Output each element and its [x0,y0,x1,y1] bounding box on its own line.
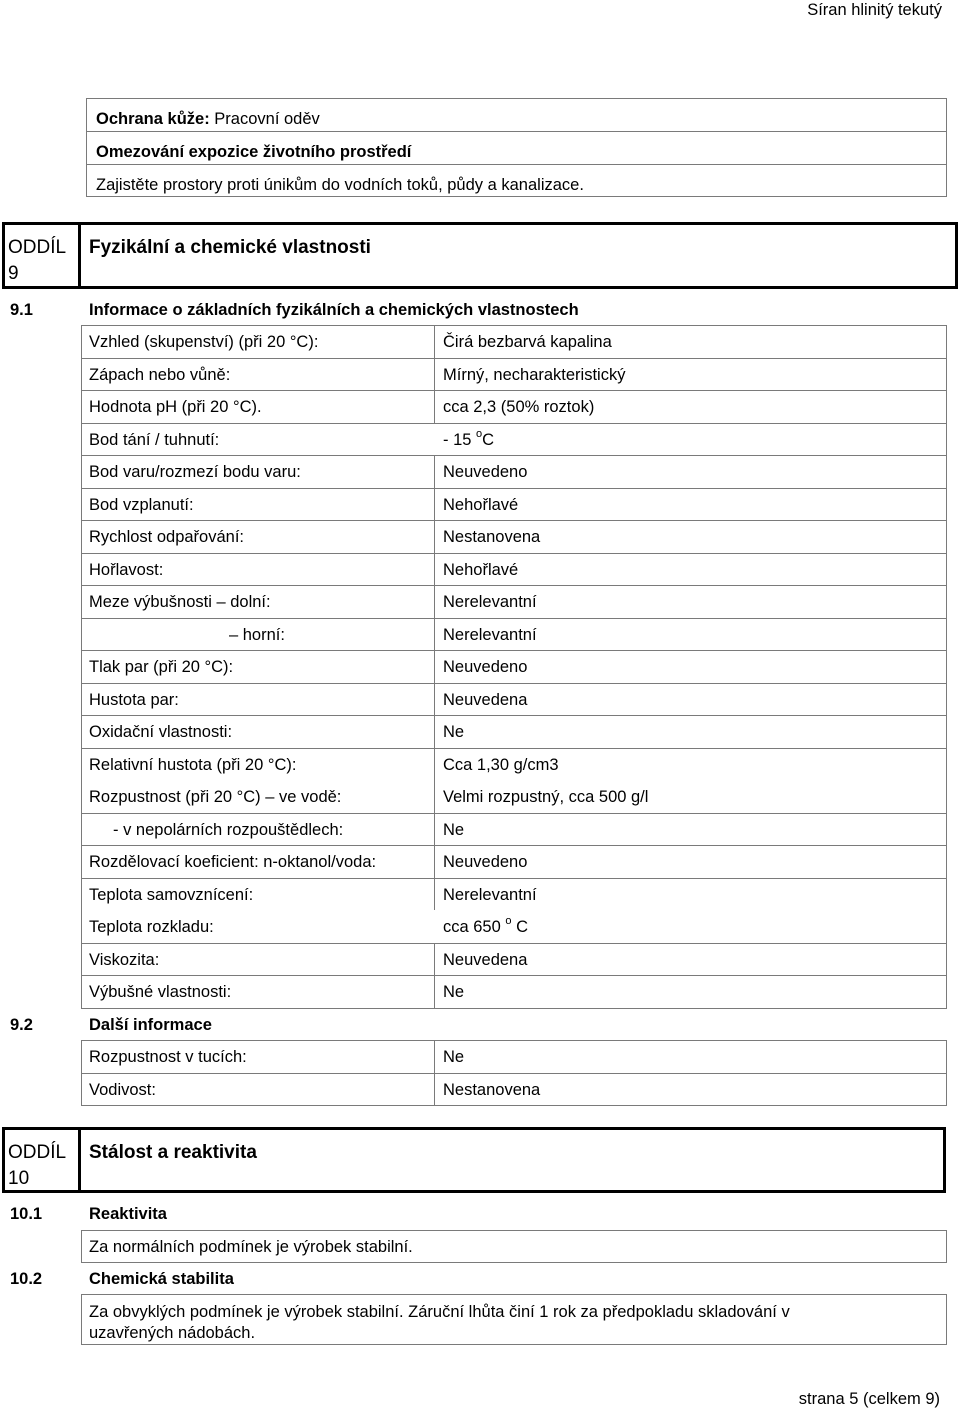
property-value: Neuvedeno [443,658,528,676]
subsection-9-1-title: Informace o základních fyzikálních a chemických vlastnostech [89,301,579,319]
property-value [443,915,528,936]
subsection-9-1-number: 9.1 [10,301,33,319]
property-name: Vzhled (skupenství) (při 20 °C): [89,333,319,351]
property-name: Tlak par (při 20 °C): [89,658,234,676]
property-name: Hořlavost: [89,561,164,579]
subsection-9-2-title: Další informace [89,1016,212,1034]
section-10-label-line2: 10 [8,1168,30,1189]
property-value: Ne [443,723,465,741]
subsection-10-1-number: 10.1 [10,1205,43,1223]
property-value: Nestanovena [443,1081,541,1099]
property-name: Viskozita: [89,951,160,969]
decomposition-temp-unit: C [511,918,528,936]
property-value: Nestanovena [443,528,541,546]
property-name: – horní: [229,626,285,644]
degree-symbol: o [505,915,512,927]
property-name: Rozdělovací koeficient: n-oktanol/voda: [89,853,377,871]
property-value: Velmi rozpustný, cca 500 g/l [443,788,649,806]
property-value: Neuvedena [443,951,528,969]
property-value [443,428,495,449]
property-name: Bod vzplanutí: [89,496,194,514]
property-value: Neuvedeno [443,853,528,871]
section-10-label-line1: ODDÍL [8,1142,67,1163]
page-number: strana 5 (celkem 9) [798,1390,940,1408]
property-value: Nerelevantní [443,593,537,611]
property-value: Mírný, necharakteristický [443,366,626,384]
subsection-10-2-title: Chemická stabilita [89,1270,234,1288]
property-value: Čirá bezbarvá kapalina [443,333,612,351]
stability-text-line2: uzavřených nádobách. [89,1324,256,1342]
property-name: Hustota par: [89,691,179,709]
property-name: Rozpustnost v tucích: [89,1048,247,1066]
property-name: Bod varu/rozmezí bodu varu: [89,463,301,481]
section-9-label-line1: ODDÍL [8,237,67,258]
property-name: - v nepolárních rozpouštědlech: [113,821,344,839]
property-value: Ne [443,1048,465,1066]
subsection-9-2-number: 9.2 [10,1016,33,1034]
skin-protection-value: Pracovní oděv [209,110,320,128]
property-value: Nehořlavé [443,496,519,514]
property-name: Vodivost: [89,1081,156,1099]
property-name: Meze výbušnosti – dolní: [89,593,271,611]
section-9-label-line2: 9 [8,263,19,284]
decomposition-temp-value: cca 650 [443,918,506,936]
property-value: Ne [443,983,465,1001]
section-10-title: Stálost a reaktivita [89,1142,257,1163]
property-value: Nerelevantní [443,626,537,644]
property-name: Zápach nebo vůně: [89,366,231,384]
property-name: Rychlost odpařování: [89,528,245,546]
skin-protection-label: Ochrana kůže: [96,110,210,128]
env-exposure-heading: Omezování expozice životního prostředí [96,143,412,161]
section-9-title: Fyzikální a chemické vlastnosti [89,237,371,258]
property-name: Bod tání / tuhnutí: [89,431,220,449]
property-value: Cca 1,30 g/cm3 [443,756,559,774]
property-name: Oxidační vlastnosti: [89,723,233,741]
property-value: Nehořlavé [443,561,519,579]
env-exposure-text: Zajistěte prostory proti únikům do vodních toků, půdy a kanalizace. [96,176,584,194]
property-name: Teplota samovznícení: [89,886,254,904]
property-name: Rozpustnost (při 20 °C) – ve vodě: [89,788,342,806]
subsection-10-1-title: Reaktivita [89,1205,167,1223]
melting-point-value: - 15 [443,431,477,449]
property-value: cca 2,3 (50% roztok) [443,398,595,416]
subsection-10-2-number: 10.2 [10,1270,43,1288]
degree-symbol: o [476,428,483,440]
property-name: Výbušné vlastnosti: [89,983,232,1001]
skin-protection [96,111,320,128]
property-name: Teplota rozkladu: [89,918,214,936]
melting-point-unit: C [482,431,495,449]
property-value: Neuvedeno [443,463,528,481]
document-title: Síran hlinitý tekutý [807,1,942,19]
reactivity-text: Za normálních podmínek je výrobek stabilní. [89,1238,413,1256]
property-value: Neuvedena [443,691,528,709]
stability-text-line1: Za obvyklých podmínek je výrobek stabilní. Záruční lhůta činí 1 rok za předpokladu skladování v [89,1303,790,1321]
property-value: Ne [443,821,465,839]
property-name: Hodnota pH (při 20 °C). [89,398,262,416]
property-value: Nerelevantní [443,886,537,904]
property-name: Relativní hustota (při 20 °C): [89,756,297,774]
